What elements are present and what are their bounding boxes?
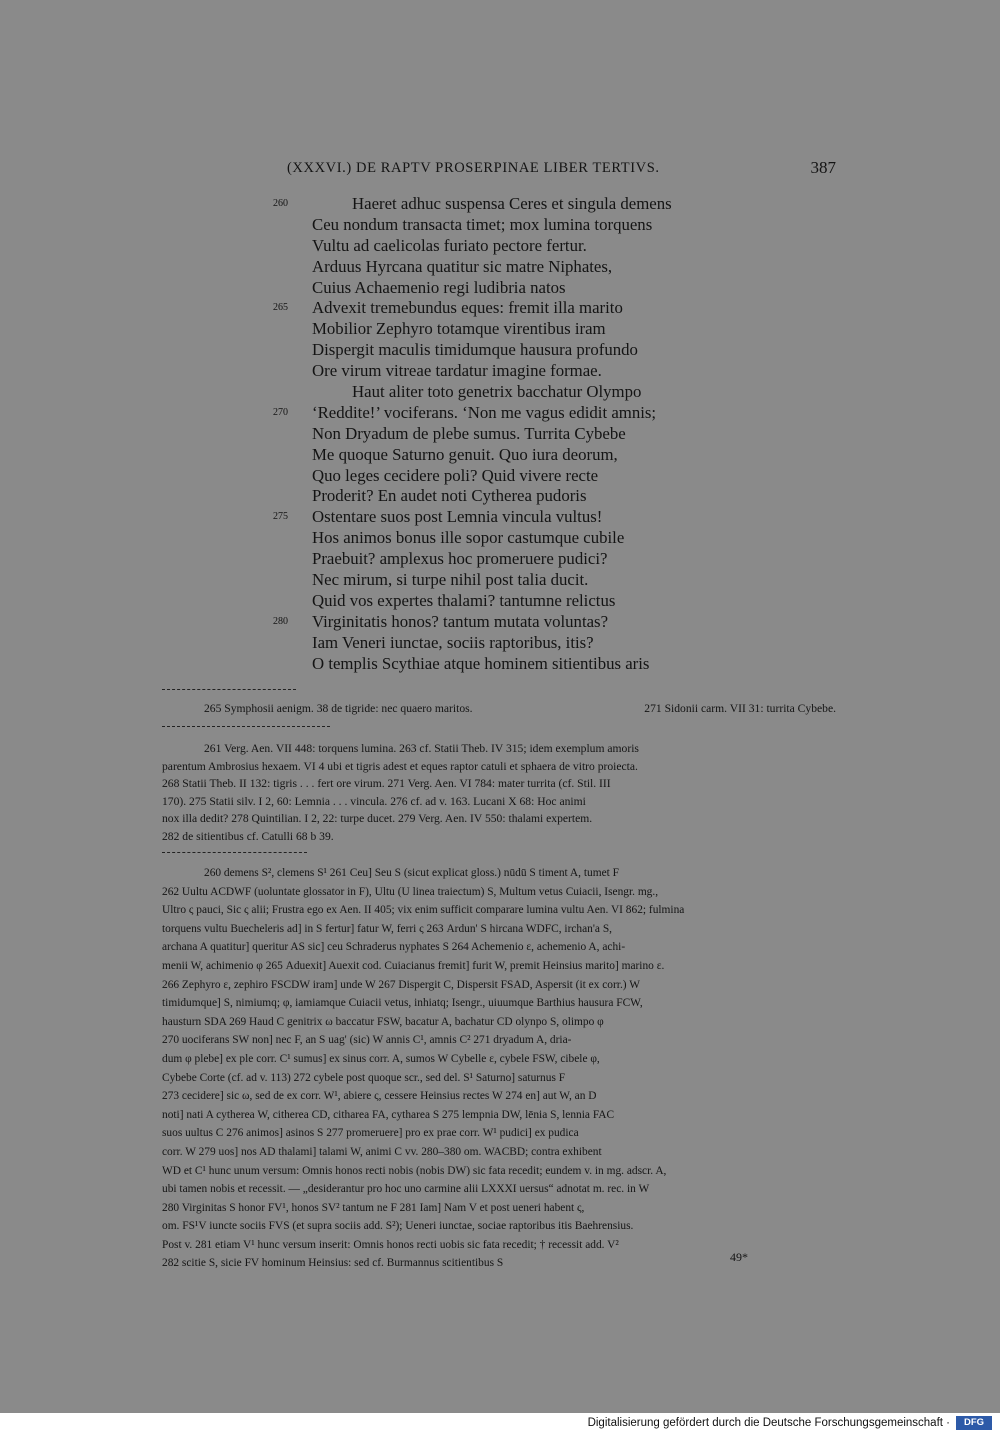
footer-bar (0, 1413, 1000, 1434)
verse-text: Mobilior Zephyro totamque virentibus iram (312, 319, 606, 339)
apparatus-line: Cybebe Corte (cf. ad v. 113) 272 cybele post quoque scr., sed del. S¹ Saturno] saturnus F (162, 1071, 566, 1084)
verse-text: Vultu ad caelicolas furiato pectore fertur. (312, 235, 587, 255)
verse-number: 265 (273, 302, 288, 314)
verse-number: 280 (273, 615, 288, 627)
apparatus-line: Post v. 281 etiam V¹ hunc versum inserit: Omnis honos recti uobis sic fata recedit; † recessit add. V² (162, 1238, 619, 1251)
testimonia-line: 282 de sitientibus cf. Catulli 68 b 39. (162, 830, 334, 843)
verse-text: Haeret adhuc suspensa Ceres et singula demens (352, 194, 672, 213)
verse-line (160, 361, 840, 382)
verse-text: Ostentare suos post Lemnia vincula vultus! (312, 507, 603, 527)
running-header (160, 160, 836, 182)
verse-text: Non Dryadum de plebe sumus. Turrita Cybebe (312, 423, 626, 443)
testimonia-line: nox illa dedit? 278 Quintilian. I 2, 22: turpe ducet. 279 Verg. Aen. IV 550: thalami expertem. (162, 812, 593, 826)
verse-line (160, 278, 840, 299)
printer-signature: 49* (730, 1250, 748, 1264)
apparatus-line: dum φ plebe] ex ple corr. C¹ sumus] ex sinus corr. A, sumos W Cybelle ε, cybele FSW, cibele φ, (162, 1052, 600, 1065)
verse-number: 275 (273, 511, 288, 523)
source-note-left: 265 Symphosii aenigm. 38 de tigride: nec quaero maritos. (204, 702, 473, 715)
verse-line (160, 528, 840, 549)
source-note-right: 271 Sidonii carm. VII 31: turrita Cybebe. (644, 702, 836, 715)
apparatus-line: 280 Virginitas S honor FV¹, honos SV² tantum ne F 281 Iam] Nam V et post ueneri habent ς, (162, 1201, 585, 1214)
verse-number: 260 (273, 198, 288, 209)
verse-line (160, 236, 840, 257)
source-note (162, 700, 836, 718)
testimonia-line: 170). 275 Statii silv. I 2, 60: Lemnia . . . vincula. 276 cf. ad v. 163. Lucani X 68: Hoc animi (162, 794, 586, 808)
apparatus-line: hausturn SDA 269 Haud C genitrix ω baccatur FSW, bacatur A, bachatur CD olynpo S, olimpo φ (162, 1015, 604, 1028)
verse-text: Advexit tremebundus eques: fremit illa marito (312, 298, 623, 318)
verse-text: Virginitatis honos? tantum mutata voluntas? (312, 611, 609, 631)
dfg-logo: DFG (956, 1416, 992, 1430)
verse-text: Praebuit? amplexus hoc promeruere pudici? (312, 549, 608, 569)
verse-line (160, 382, 840, 403)
page-number: 387 (810, 158, 836, 177)
verse-line (160, 486, 840, 507)
apparatus-line: 262 Uultu ACDWF (uoluntate glossator in F), Ultu (U linea traiectum) S, Multum vetus Cuiacii, Isengr. mg., (162, 885, 659, 898)
verse-text: ‘Reddite!’ vociferans. ‘Non me vagus edidit amnis; (312, 402, 657, 422)
verse-line (160, 570, 840, 591)
verse-line (160, 319, 840, 340)
verse-text: O templis Scythiae atque hominem sitientibus aris (312, 653, 650, 673)
testimonia-line: 268 Statii Theb. II 132: tigris . . . fert ore virum. 271 Verg. Aen. VI 784: mater turrita (cf. Stil. III (162, 777, 611, 791)
verse-line (160, 298, 840, 319)
verse-line (160, 654, 840, 675)
verse-text: Iam Veneri iunctae, sociis raptoribus, itis? (312, 632, 594, 652)
verse-block (160, 194, 840, 674)
running-title: (XXXVI.) DE RAPTV PROSERPINAE LIBER TERTIVS. (287, 160, 660, 176)
apparatus-line: corr. W 279 uos] nos AD thalami] talami W, animi C vv. 280–380 om. WACBD; contra exhibent (162, 1145, 602, 1158)
apparatus-line: torquens vultu Buecheleris ad] in S fertur] fatur W, ferri ς 263 Ardun' S hircana WDFC, irchan'a S, (162, 922, 613, 935)
verse-line (160, 612, 840, 633)
testimonia-line: parentum Ambrosius hexaem. VI 4 ubi et tigris adest et eques raptor catuli et sphaera de vitro proiecta. (162, 759, 638, 773)
verse-text: Proderit? En audet noti Cytherea pudoris (312, 486, 587, 506)
separator-rule (162, 726, 330, 727)
verse-text: Ore virum vitreae tardatur imagine formae. (312, 361, 602, 381)
verse-line (160, 466, 840, 487)
verse-text: Quo leges cecidere poli? Quid vivere recte (312, 465, 599, 485)
verse-number: 270 (273, 406, 288, 418)
verse-line (160, 215, 840, 236)
verse-line (160, 445, 840, 466)
apparatus-line: ubi tamen nobis et recessit. — „desiderantur pro hoc uno carmine alii LXXXI uersus“ adnotat m. rec. in W (162, 1183, 650, 1196)
verse-text: Hos animos bonus ille sopor castumque cubile (312, 528, 625, 548)
verse-text: Ceu nondum transacta timet; mox lumina torquens (312, 214, 653, 234)
apparatus-line: 266 Zephyro ε, zephiro FSCDW iram] unde W 267 Dispergit C, Dispersit FSAD, Aspersit (it ex corr.) W (162, 978, 640, 991)
testimonia-line: 261 Verg. Aen. VII 448: torquens lumina. 263 cf. Statii Theb. IV 315; idem exemplum amoris (204, 742, 639, 755)
footer-credit: Digitalisierung gefördert durch die Deutsche Forschungsgemeinschaft · (587, 1417, 950, 1429)
verse-text: Cuius Achaemenio regi ludibria natos (312, 277, 566, 297)
apparatus-line: noti] nati A cytherea W, citherea CD, citharea FA, cytharea S 275 lempnia DW, lēnia S, lennia FAC (162, 1108, 615, 1121)
critical-apparatus (162, 864, 836, 1273)
verse-line (160, 340, 840, 361)
apparatus-line: archana A quatitur] queritur AS sic] ceu Schraderus nyphates S 264 Achemenio ε, achemenio A, achi- (162, 941, 626, 954)
apparatus-line: WD et C¹ hunc unum versum: Omnis honos recti nobis (nobis DW) sic fata recedit; eundem v. in mg. adscr. A, (162, 1164, 667, 1177)
apparatus-line: suos uultus C 276 animos] asinos S 277 promeruere] pro ex prae corr. W¹ pudici] ex pudica (162, 1127, 579, 1140)
verse-line (160, 591, 840, 612)
verse-text: Quid vos expertes thalami? tantumne relictus (312, 590, 616, 610)
verse-line (160, 549, 840, 570)
verse-line (160, 424, 840, 445)
separator-rule (162, 852, 307, 853)
apparatus-line: 273 cecidere] sic ω, sed de ex corr. W¹, abiere ς, cessere Heinsius rectes W 274 en] aut W, an D (162, 1090, 597, 1103)
apparatus-line: timidumque] S, nimiumq; φ, iamiamque Cuiacii vetus, inhiatq; Isengr., uiuumque Barthius hausura FCW, (162, 997, 643, 1010)
verse-text: Haut aliter toto genetrix bacchatur Olympo (352, 382, 642, 402)
verse-line (160, 633, 840, 654)
verse-line (160, 257, 840, 278)
apparatus-line: Ultro ς pauci, Sic ς alii; Frustra ego ex Aen. II 405; vix enim sufficit comparare lumina vultu Aen. VI 862; fulmina (162, 904, 685, 917)
apparatus-line: 260 demens S², clemens S¹ 261 Ceu] Seu S (sicut explicat gloss.) nūdū S timent A, tumet F (204, 867, 619, 879)
verse-line (160, 507, 840, 528)
apparatus-line: menii W, achimenio φ 265 Aduexit] Auexit cod. Cuiacianus fremit] furit W, premit Heinsius marito] marino ε. (162, 959, 665, 972)
verse-line (160, 403, 840, 424)
apparatus-line: 282 scitie S, sicie FV hominum Heinsius: sed cf. Burmannus scitientibus S (162, 1257, 504, 1270)
verse-line (160, 194, 840, 215)
apparatus-line: 270 uociferans SW non] nec F, an S uag' (sic) W annis C¹, amnis C² 271 dryadum A, dria- (162, 1034, 572, 1047)
separator-rule (162, 689, 296, 690)
verse-text: Arduus Hyrcana quatitur sic matre Niphates, (312, 256, 613, 276)
verse-text: Me quoque Saturno genuit. Quo iura deorum, (312, 444, 618, 464)
verse-text: Nec mirum, si turpe nihil post talia ducit. (312, 570, 589, 590)
apparatus-line: om. FS¹V iuncte sociis FVS (et supra sociis add. S²); Ueneri iunctae, sociae raptoribus itis Baehrensius. (162, 1220, 634, 1233)
verse-text: Dispergit maculis timidumque hausura profundo (312, 340, 638, 360)
